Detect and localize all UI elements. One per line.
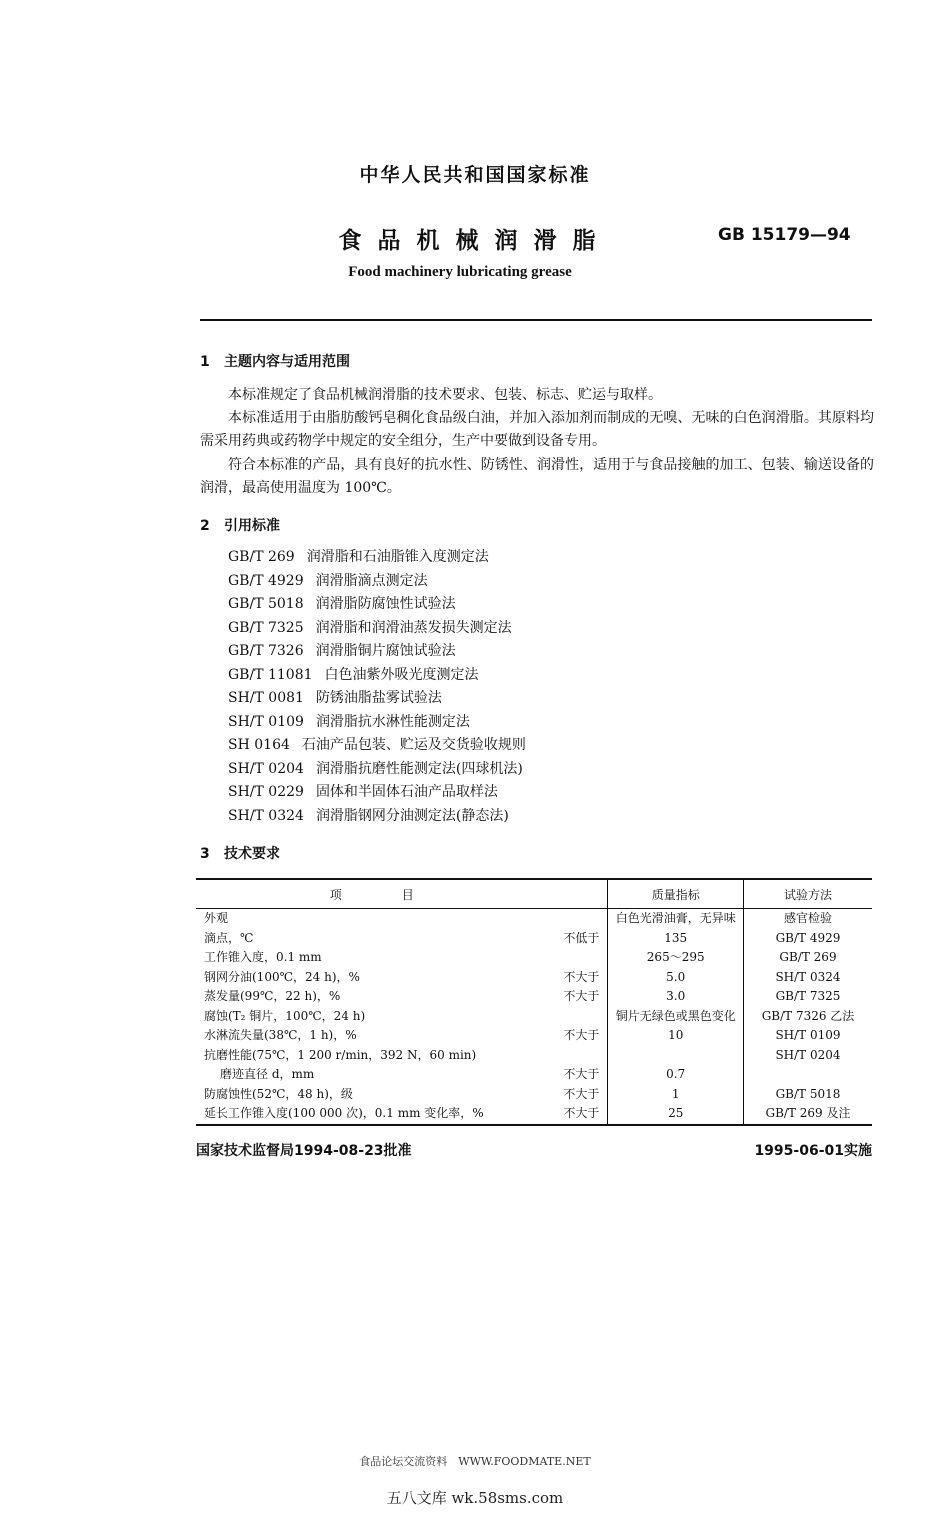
ref-code: GB/T 4929 bbox=[228, 572, 304, 589]
cell-method: GB/T 4929 bbox=[744, 929, 873, 949]
cell-method: GB/T 269 bbox=[744, 948, 873, 968]
list-item bbox=[228, 734, 526, 758]
ref-code: GB/T 269 bbox=[228, 549, 295, 565]
header-item: 项目 bbox=[196, 879, 608, 909]
document-title: 食品机械润滑脂 bbox=[338, 228, 612, 254]
cell-limit: 不大于 bbox=[563, 1028, 600, 1042]
cell-item: 钢网分油(100℃，24 h)，% bbox=[204, 969, 360, 984]
cell-limit bbox=[563, 1046, 608, 1066]
ref-name: 固体和半固体石油产品取样法 bbox=[315, 784, 498, 800]
header-method: 试验方法 bbox=[744, 879, 873, 909]
ref-name: 润滑脂抗磨性能测定法(四球机法) bbox=[315, 760, 523, 777]
cell-item: 外观 bbox=[204, 911, 229, 925]
cell-requirement: 0.7 bbox=[608, 1065, 744, 1085]
list-item bbox=[228, 617, 526, 641]
cell-requirement: 铜片无绿色或黑色变化 bbox=[608, 1007, 744, 1027]
header-rule bbox=[200, 319, 872, 321]
standard-code: GB 15179—94 bbox=[718, 225, 851, 245]
list-item bbox=[228, 546, 526, 570]
list-item bbox=[228, 687, 526, 711]
cell-method: SH/T 0204 bbox=[744, 1046, 873, 1066]
section-title: 技术要求 bbox=[224, 846, 280, 862]
cell-requirement: 135 bbox=[608, 929, 744, 949]
ref-code: GB/T 7325 bbox=[228, 619, 304, 636]
section-heading-3 bbox=[200, 843, 280, 863]
ref-name: 润滑脂防腐蚀性试验法 bbox=[315, 596, 456, 612]
list-item bbox=[228, 758, 526, 782]
reference-list bbox=[228, 546, 526, 828]
section-number: 2 bbox=[200, 518, 210, 534]
cell-item: 工作锥入度，0.1 mm bbox=[204, 950, 322, 964]
ref-name: 润滑脂和石油脂锥入度测定法 bbox=[306, 549, 489, 565]
table-header-row bbox=[196, 879, 872, 909]
section-title: 引用标准 bbox=[224, 518, 280, 534]
cell-requirement bbox=[608, 1046, 744, 1066]
approval-note: 国家技术监督局1994-08-23批准 bbox=[196, 1143, 412, 1159]
document-title-en: Food machinery lubricating grease bbox=[348, 264, 572, 280]
list-item bbox=[228, 805, 526, 829]
cell-limit bbox=[563, 948, 608, 968]
list-item bbox=[228, 711, 526, 735]
cell-limit: 不大于 bbox=[563, 989, 600, 1003]
ref-code: SH/T 0081 bbox=[228, 690, 304, 706]
ref-code: SH/T 0109 bbox=[228, 713, 304, 730]
cell-method: GB/T 269 及注 bbox=[744, 1104, 873, 1125]
cell-requirement: 3.0 bbox=[608, 987, 744, 1007]
paragraph: 符合本标准的产品，具有良好的抗水性、防锈性、润滑性，适用于与食品接触的加工、包装、输送设备的润滑，最高使用温度为 100℃。 bbox=[200, 457, 874, 496]
list-item bbox=[228, 640, 526, 664]
table-row bbox=[196, 909, 872, 929]
paragraph: 本标准规定了食品机械润滑脂的技术要求、包装、标志、贮运与取样。 bbox=[228, 387, 662, 403]
cell-requirement: 1 bbox=[608, 1085, 744, 1105]
cell-method: GB/T 7325 bbox=[744, 987, 873, 1007]
ref-code: SH/T 0324 bbox=[228, 807, 304, 824]
header-requirement: 质量指标 bbox=[608, 879, 744, 909]
ref-code: GB/T 7326 bbox=[228, 643, 304, 659]
cell-item: 蒸发量(99℃，22 h)，% bbox=[204, 989, 341, 1003]
ref-code: SH 0164 bbox=[228, 737, 290, 753]
cell-requirement: 25 bbox=[608, 1104, 744, 1125]
table-row bbox=[196, 987, 872, 1007]
standard-org: 中华人民共和国国家标准 bbox=[359, 164, 591, 186]
table-row bbox=[196, 968, 872, 988]
cell-method: GB/T 5018 bbox=[744, 1085, 873, 1105]
ref-code: GB/T 5018 bbox=[228, 596, 304, 612]
table-row bbox=[196, 1065, 872, 1085]
list-item bbox=[228, 593, 526, 617]
ref-name: 润滑脂钢网分油测定法(静态法) bbox=[315, 807, 509, 824]
cell-item: 磨迹直径 d，mm bbox=[220, 1067, 315, 1081]
source-footer: 食品论坛交流资料 WWW.FOODMATE.NET bbox=[359, 1455, 591, 1468]
cell-method: 感官检验 bbox=[744, 909, 873, 929]
section-heading-2 bbox=[200, 515, 280, 535]
site-footer: 五八文库 wk.58sms.com bbox=[386, 1489, 564, 1507]
cell-limit: 不大于 bbox=[563, 1106, 600, 1120]
list-item bbox=[228, 664, 526, 688]
ref-code: SH/T 0229 bbox=[228, 784, 304, 800]
cell-item: 水淋流失量(38℃，1 h)，% bbox=[204, 1028, 357, 1042]
cell-limit bbox=[563, 909, 608, 929]
table-row bbox=[196, 1085, 872, 1105]
cell-method: SH/T 0324 bbox=[744, 968, 873, 988]
cell-method: GB/T 7326 乙法 bbox=[744, 1007, 873, 1027]
cell-item: 防腐蚀性(52℃，48 h)，级 bbox=[204, 1086, 353, 1101]
cell-limit: 不大于 bbox=[563, 1086, 600, 1101]
table-row bbox=[196, 1007, 872, 1027]
section-heading-1 bbox=[200, 351, 350, 371]
ref-name: 润滑脂和润滑油蒸发损失测定法 bbox=[315, 619, 512, 636]
cell-requirement: 265～295 bbox=[608, 948, 744, 968]
table-row bbox=[196, 1104, 872, 1125]
table-row bbox=[196, 929, 872, 949]
section-title: 主题内容与适用范围 bbox=[224, 354, 350, 370]
cell-item: 延长工作锥入度(100 000 次)，0.1 mm 变化率，% bbox=[204, 1106, 484, 1120]
ref-name: 润滑脂滴点测定法 bbox=[315, 572, 428, 589]
ref-name: 石油产品包装、贮运及交货验收规则 bbox=[301, 737, 526, 753]
cell-requirement: 10 bbox=[608, 1026, 744, 1046]
table-row bbox=[196, 948, 872, 968]
ref-name: 防锈油脂盐雾试验法 bbox=[315, 690, 442, 706]
cell-limit: 不大于 bbox=[563, 1067, 600, 1081]
implementation-date: 1995-06-01实施 bbox=[754, 1143, 872, 1159]
cell-item: 抗磨性能(75℃，1 200 r/min，392 N，60 min) bbox=[204, 1047, 477, 1062]
cell-item: 腐蚀(T₂ 铜片，100℃，24 h) bbox=[204, 1008, 366, 1023]
cell-item: 滴点，℃ bbox=[204, 930, 254, 945]
cell-limit: 不低于 bbox=[563, 930, 600, 945]
ref-code: SH/T 0204 bbox=[228, 760, 304, 777]
ref-code: GB/T 11081 bbox=[228, 666, 313, 683]
cell-method bbox=[744, 1065, 873, 1085]
spec-table bbox=[196, 878, 872, 1126]
section-number: 1 bbox=[200, 354, 210, 370]
table-row bbox=[196, 1026, 872, 1046]
cell-method: SH/T 0109 bbox=[744, 1026, 873, 1046]
section-number: 3 bbox=[200, 846, 210, 862]
cell-limit bbox=[563, 1007, 608, 1027]
cell-limit: 不大于 bbox=[563, 969, 600, 984]
table-row bbox=[196, 1046, 872, 1066]
cell-requirement: 5.0 bbox=[608, 968, 744, 988]
cell-requirement: 白色光滑油膏，无异味 bbox=[608, 909, 744, 929]
ref-name: 白色油紫外吸光度测定法 bbox=[324, 666, 479, 683]
list-item bbox=[228, 781, 526, 805]
ref-name: 润滑脂铜片腐蚀试验法 bbox=[315, 643, 456, 659]
ref-name: 润滑脂抗水淋性能测定法 bbox=[315, 713, 470, 730]
paragraph: 本标准适用于由脂肪酸钙皂稠化食品级白油，并加入添加剂而制成的无嗅、无味的白色润滑脂。其原料均需采用药典或药物学中规定的安全组分，生产中要做到设备专用。 bbox=[200, 410, 874, 449]
list-item bbox=[228, 570, 526, 594]
